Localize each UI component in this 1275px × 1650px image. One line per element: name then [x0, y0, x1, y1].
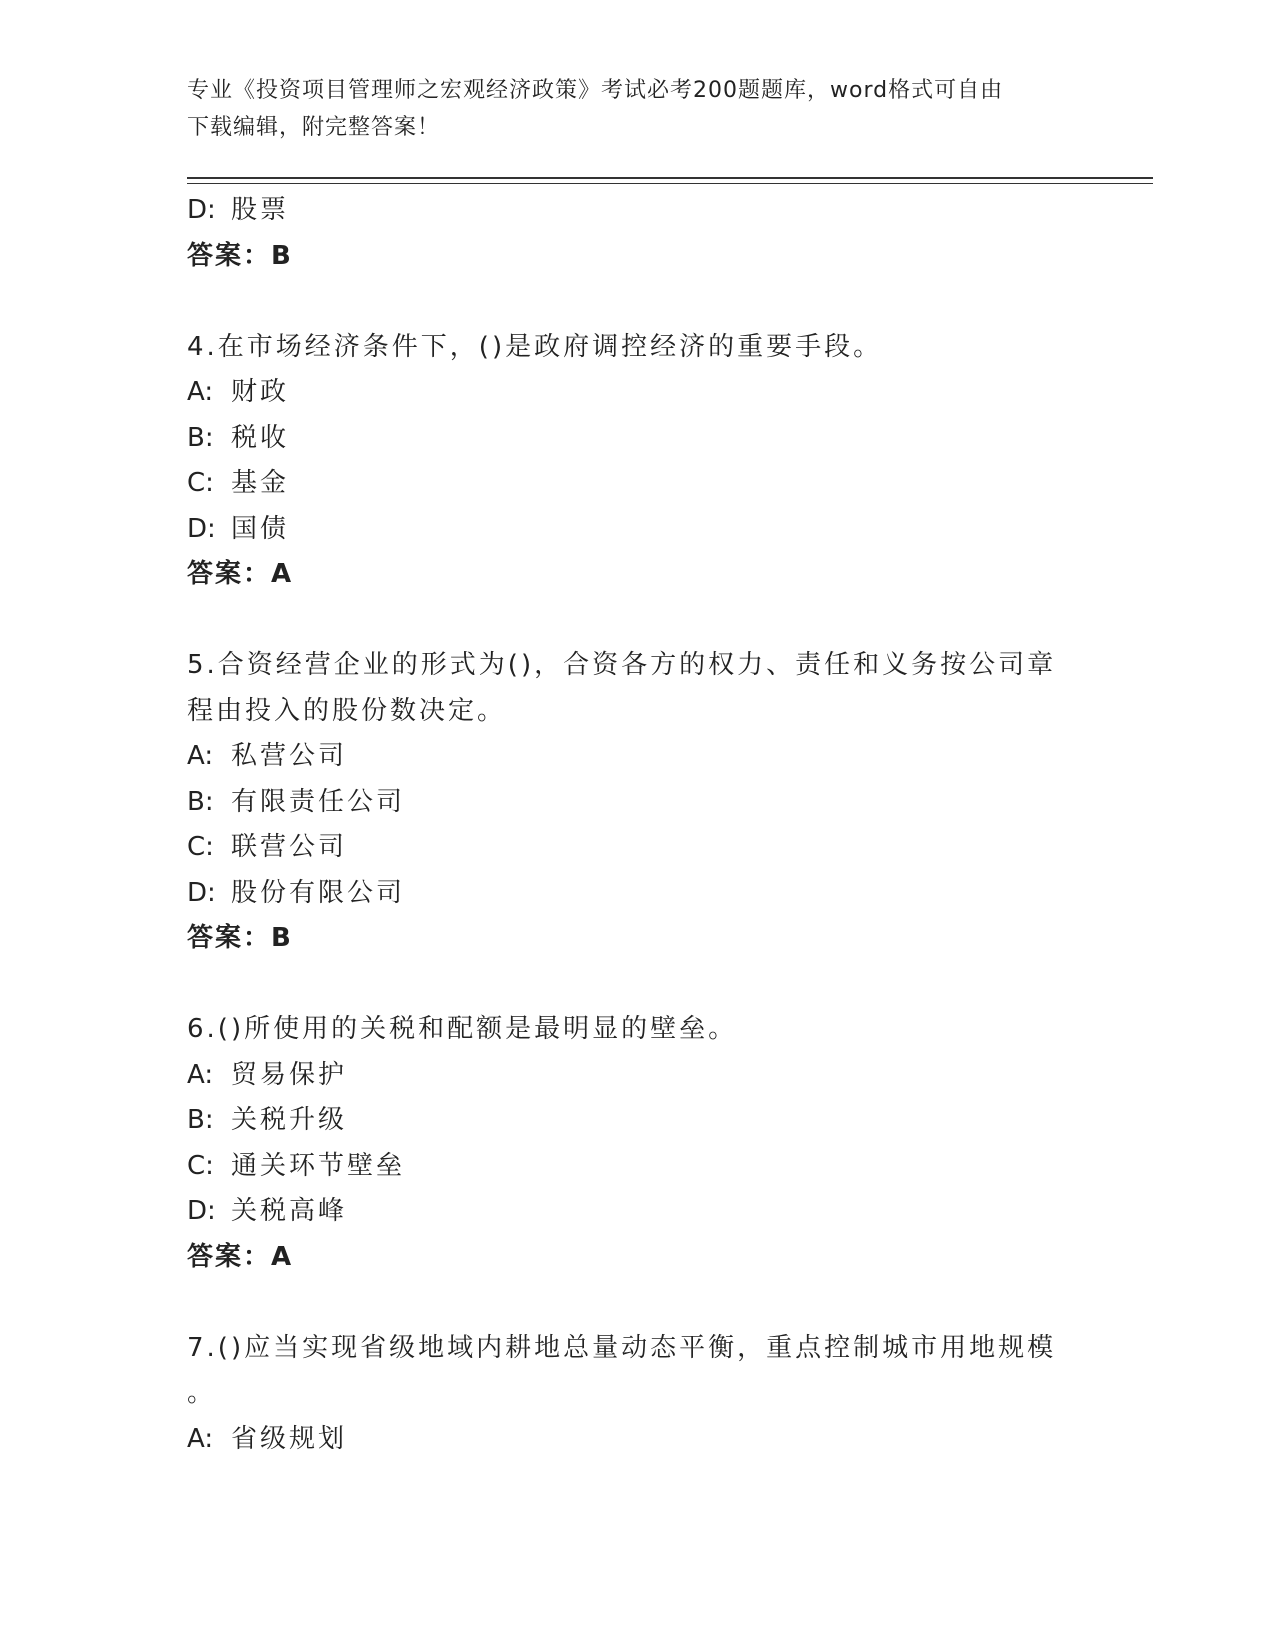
option-label: D: — [187, 513, 216, 544]
question-5-option-a — [187, 734, 1067, 780]
question-7-option-a — [187, 1417, 1067, 1463]
option-text: 私营公司 — [231, 741, 348, 771]
option-text: 贸易保护 — [231, 1059, 348, 1090]
question-7-stem-continued: 。 — [187, 1378, 217, 1408]
header-line-1: 专业《投资项目管理师之宏观经济政策》考试必考200题题库，word格式可自由 — [187, 78, 1004, 103]
option-label: B: — [187, 1105, 214, 1135]
option-label: A: — [187, 1423, 214, 1454]
answer-carryover: 答案：B — [187, 240, 293, 271]
option-label: A: — [187, 1059, 214, 1090]
question-list — [187, 188, 1067, 1462]
spacer — [187, 962, 1067, 1008]
question-5-stem: 5.合资经营企业的形式为()，合资各方的权力、责任和义务按公司章 — [187, 650, 1057, 680]
question-6-option-b — [187, 1098, 1067, 1144]
question-7-stem: 7.()应当实现省级地域内耕地总量动态平衡，重点控制城市用地规模 — [187, 1332, 1057, 1363]
question-4-answer: 答案：A — [187, 559, 294, 589]
question-6-option-a — [187, 1053, 1067, 1099]
option-label: A: — [187, 741, 214, 771]
option-text: 通关环节壁垒 — [231, 1150, 406, 1181]
spacer — [187, 598, 1067, 644]
spacer — [187, 279, 1067, 325]
header-line-2: 下载编辑，附完整答案！ — [187, 115, 441, 140]
question-4-option-c — [187, 461, 1067, 507]
question-6-answer: 答案：A — [187, 1241, 294, 1272]
question-5-option-c — [187, 825, 1067, 871]
option-d-carryover — [187, 188, 1067, 234]
option-label: D: — [187, 1196, 216, 1226]
option-text: 国债 — [231, 513, 290, 544]
option-label: A: — [187, 377, 214, 407]
option-text: 基金 — [231, 468, 290, 498]
option-label: D: — [187, 195, 216, 225]
question-4-option-a — [187, 370, 1067, 416]
option-text: 税收 — [231, 422, 290, 453]
option-text: 关税高峰 — [231, 1196, 348, 1226]
spacer — [187, 1280, 1067, 1326]
document-header — [187, 72, 1067, 146]
header-divider-thick — [187, 177, 1153, 179]
question-4-stem: 4.在市场经济条件下，()是政府调控经济的重要手段。 — [187, 331, 883, 362]
question-5-answer: 答案：B — [187, 923, 293, 953]
option-text: 省级规划 — [231, 1423, 348, 1454]
question-6-option-c — [187, 1144, 1067, 1190]
option-text: 关税升级 — [231, 1105, 348, 1135]
question-5-option-d — [187, 871, 1067, 917]
option-label: C: — [187, 1150, 214, 1181]
option-label: C: — [187, 832, 214, 862]
option-text: 股票 — [231, 195, 290, 225]
question-4-option-d — [187, 507, 1067, 553]
header-divider-thin — [187, 183, 1153, 184]
option-text: 股份有限公司 — [231, 877, 406, 908]
option-text: 财政 — [231, 377, 290, 407]
option-text: 有限责任公司 — [231, 786, 406, 817]
option-text: 联营公司 — [231, 832, 348, 862]
question-5-option-b — [187, 780, 1067, 826]
option-label: C: — [187, 468, 214, 498]
question-5-stem-continued: 程由投入的股份数决定。 — [187, 695, 507, 726]
option-label: B: — [187, 786, 214, 817]
option-label: D: — [187, 877, 216, 908]
question-6-stem: 6.()所使用的关税和配额是最明显的壁垒。 — [187, 1014, 738, 1044]
question-4-option-b — [187, 416, 1067, 462]
option-label: B: — [187, 422, 214, 453]
question-6-option-d — [187, 1189, 1067, 1235]
